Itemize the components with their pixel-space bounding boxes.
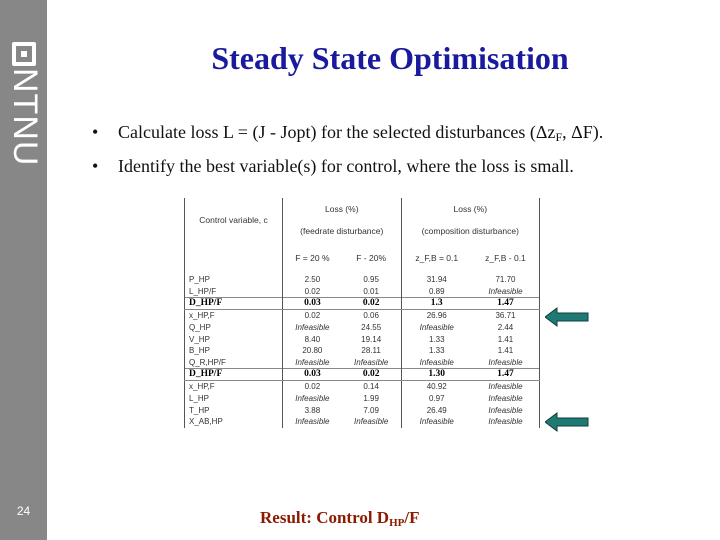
table-row — [185, 345, 540, 357]
table-cell: 0.03 — [283, 298, 342, 310]
page-number: 24 — [16, 504, 31, 518]
table-header-row — [185, 242, 540, 274]
table-row — [185, 381, 540, 393]
table-cell: Infeasible — [283, 357, 342, 369]
table-row — [185, 416, 540, 428]
table-cell: Infeasible — [283, 321, 342, 333]
table-cell: 0.03 — [283, 369, 342, 381]
table-cell: 1.47 — [472, 369, 540, 381]
table-cell: 0.97 — [401, 392, 472, 404]
table-cell: 2.50 — [283, 274, 342, 286]
header-col: z_F,B - 0.1 — [472, 242, 540, 274]
table-row — [185, 286, 540, 298]
table-cell: Infeasible — [472, 286, 540, 298]
row-label: B_HP — [185, 345, 283, 357]
table-cell: 1.30 — [401, 369, 472, 381]
table-cell: 0.02 — [283, 286, 342, 298]
table-cell: Infeasible — [401, 357, 472, 369]
bullet-text: Calculate loss L = (J - Jopt) for the selected disturbances (Δz — [118, 122, 556, 142]
bullet-list — [92, 118, 712, 181]
row-label: X_AB,HP — [185, 416, 283, 428]
table-body — [185, 274, 540, 428]
table-cell: 28.11 — [361, 346, 381, 356]
table-cell: 71.70 — [472, 274, 540, 286]
table-cell: 20.80 — [283, 345, 342, 357]
table-cell: 1.41 — [472, 345, 540, 357]
table-cell: 31.94 — [401, 274, 472, 286]
table-cell: 2.44 — [472, 321, 540, 333]
table-cell: Infeasible — [472, 357, 540, 369]
table-cell: Infeasible — [401, 416, 472, 428]
result-subscript: HP — [389, 517, 405, 529]
row-label: Q_HP — [185, 321, 283, 333]
table-cell: 7.09 — [363, 405, 379, 415]
table-cell: Infeasible — [472, 404, 540, 416]
table-cell: 0.06 — [363, 311, 379, 321]
table-cell: 1.33 — [401, 345, 472, 357]
header-feedrate-sub: (feedrate disturbance) — [283, 220, 402, 242]
table-row — [185, 404, 540, 416]
logo-text: NTNU — [6, 68, 44, 167]
row-label: T_HP — [185, 404, 283, 416]
result-prefix: Result: Control D — [260, 508, 390, 527]
row-label: V_HP — [185, 333, 283, 345]
table-cell: 0.02 — [283, 381, 342, 393]
table-cell: 0.01 — [363, 286, 379, 296]
table-cell: 8.40 — [283, 333, 342, 345]
table-cell: 26.49 — [401, 404, 472, 416]
table-cell: 0.89 — [401, 286, 472, 298]
table-cell: 0.02 — [342, 298, 401, 310]
table-cell: 1.33 — [401, 333, 472, 345]
row-label: L_HP/F — [185, 286, 283, 298]
table-cell: 3.88 — [283, 404, 342, 416]
result-suffix: /F — [404, 508, 420, 527]
table-cell: Infeasible — [283, 392, 342, 404]
header-composition-sub: (composition disturbance) — [401, 220, 539, 242]
table-cell: 24.55 — [361, 322, 382, 332]
ntnu-logo-icon — [12, 42, 36, 66]
header-group-feedrate: Loss (%) — [283, 198, 402, 220]
table-row — [185, 310, 540, 322]
sidebar — [0, 0, 47, 540]
arrow-left-icon — [545, 412, 589, 432]
table-cell: Infeasible — [354, 357, 389, 367]
table-row — [185, 321, 540, 333]
row-label: Q_R,HP/F — [185, 357, 283, 369]
table-header-row — [185, 198, 540, 220]
table-cell: Infeasible — [283, 416, 342, 428]
bullet-text-end: , ΔF). — [562, 122, 604, 142]
row-label: D_HP/F — [185, 298, 283, 310]
header-group-composition: Loss (%) — [401, 198, 539, 220]
row-label: D_HP/F — [185, 369, 283, 381]
table-row — [185, 298, 540, 310]
table-row — [185, 274, 540, 286]
header-control-variable: Control variable, c — [185, 198, 283, 242]
table-cell: 1.41 — [472, 333, 540, 345]
table-cell: Infeasible — [401, 321, 472, 333]
table-cell: 1.3 — [401, 298, 472, 310]
table-cell: 0.02 — [283, 310, 342, 322]
bullet-item — [92, 118, 712, 152]
table-cell: Infeasible — [472, 392, 540, 404]
bullet-text: Identify the best variable(s) for control, where the loss is small. — [118, 156, 574, 176]
table-row — [185, 369, 540, 381]
bullet-subscript: F — [555, 130, 563, 144]
loss-table — [184, 198, 540, 428]
table-cell: 0.14 — [363, 382, 379, 392]
loss-table-container — [184, 198, 540, 495]
slide-title: Steady State Optimisation — [211, 40, 569, 76]
row-label: x_HP,F — [185, 310, 283, 322]
table-cell: 40.92 — [401, 381, 472, 393]
table-cell: 26.96 — [401, 310, 472, 322]
table-cell: 1.99 — [363, 393, 379, 403]
table-cell: 0.95 — [363, 275, 379, 285]
arrow-left-icon — [545, 307, 589, 327]
table-row — [185, 333, 540, 345]
header-col: F = 20 % — [283, 242, 342, 274]
row-label: x_HP,F — [185, 381, 283, 393]
table-cell: 36.71 — [472, 310, 540, 322]
table-row — [185, 357, 540, 369]
table-cell: 19.14 — [361, 334, 382, 344]
bullet-item — [92, 152, 712, 181]
table-row — [185, 392, 540, 404]
header-col: z_F,B = 0.1 — [401, 242, 472, 274]
header-col: F - 20% — [356, 252, 387, 263]
result-text — [260, 508, 419, 529]
table-cell: Infeasible — [472, 381, 540, 393]
table-cell: Infeasible — [472, 416, 540, 428]
table-cell: Infeasible — [354, 417, 389, 427]
row-label: L_HP — [185, 392, 283, 404]
table-cell: 1.47 — [472, 298, 540, 310]
table-cell: 0.02 — [342, 369, 401, 381]
row-label: P_HP — [185, 274, 283, 286]
